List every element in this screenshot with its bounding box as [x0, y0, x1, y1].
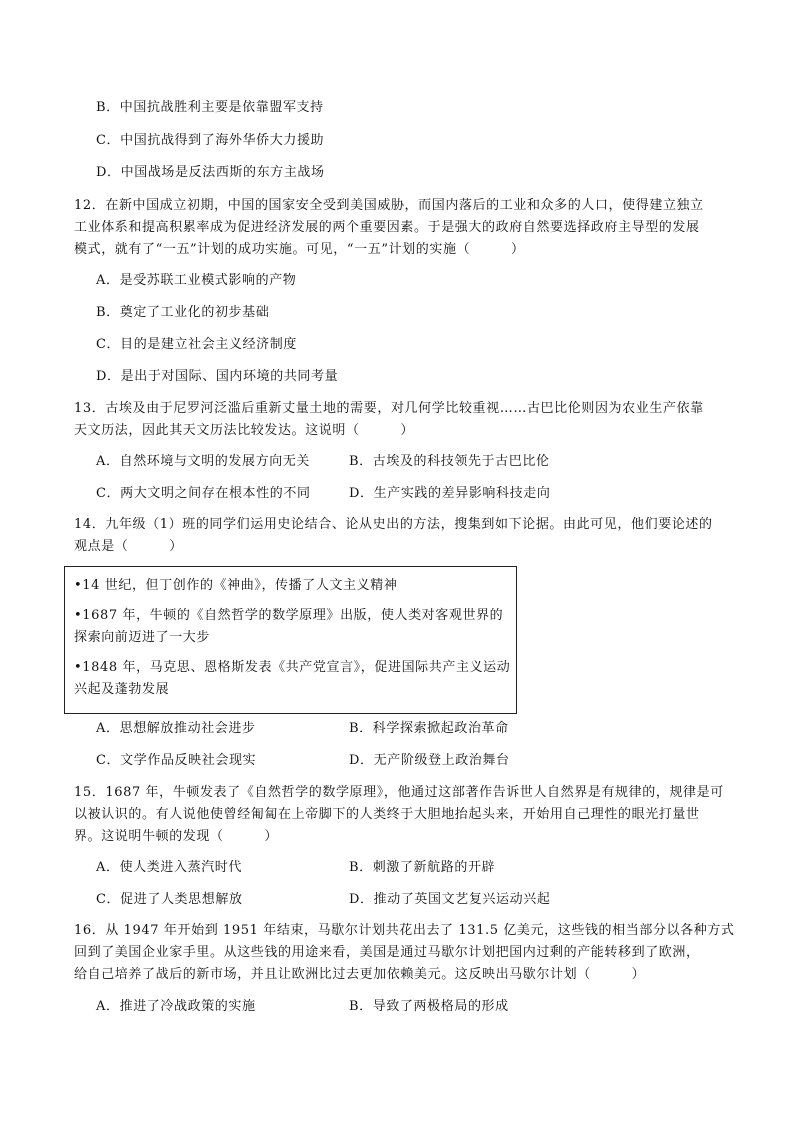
q16-stem-line-2: 回到了美国企业家手里。从这些钱的用途来看，美国是通过马歇尔计划把国内过剩的产能转移到了欧洲，	[74, 945, 700, 960]
q12-stem-line-1: 12．在新中国成立初期，中国的国家安全受到美国威胁，而国内落后的工业和众多的人口，使得建立独立	[74, 198, 704, 213]
q11-option-b: B．中国抗战胜利主要是依靠盟军支持	[96, 100, 324, 115]
q14-stem-line-2: 观点是（ ）	[74, 539, 183, 554]
q13-stem-line-1: 13．古埃及由于尼罗河泛滥后重新丈量土地的需要，对几何学比较重视……古巴比伦则因为农业生产依靠	[74, 401, 704, 416]
q15-option-a: A．使人类进入蒸汽时代	[96, 860, 242, 875]
q14-evidence-3-cont: 兴起及蓬勃发展	[74, 682, 170, 697]
q12-option-d: D．是出于对国际、国内环境的共同考量	[96, 369, 339, 384]
q14-evidence-3: •1848 年，马克思、恩格斯发表《共产党宣言》，促进国际共产主义运动	[74, 660, 511, 675]
q14-evidence-2-cont: 探索向前迈进了一大步	[74, 630, 211, 645]
q15-option-b: B．刺激了新航路的开辟	[349, 860, 496, 875]
q12-option-b: B．奠定了工业化的初步基础	[96, 305, 270, 320]
q12-option-c: C．目的是建立社会主义经济制度	[96, 337, 297, 352]
q14-option-c: C．文学作品反映社会现实	[96, 753, 257, 768]
q11-option-d: D．中国战场是反法西斯的东方主战场	[96, 165, 325, 180]
q13-option-d: D．生产实践的差异影响科技走向	[349, 486, 551, 501]
q15-stem-line-1: 15．1687 年，牛顿发表了《自然哲学的数学原理》，他通过这部著作告诉世人自然界是有规律的，规律是可	[74, 785, 724, 800]
q14-stem-line-1: 14．九年级（1）班的同学们运用史论结合、论从史出的方法，搜集到如下论据。由此可见，他们要论述的	[74, 517, 713, 532]
q15-option-d: D．推动了英国文艺复兴运动兴起	[349, 892, 551, 907]
q14-option-a: A．思想解放推动社会进步	[96, 721, 256, 736]
q13-stem-line-2: 天文历法，因此其天文历法比较发达。这说明（ ）	[74, 423, 415, 438]
q12-stem-line-3: 模式，就有了“一五”计划的成功实施。可见，“一五”计划的实施（ ）	[74, 242, 525, 257]
q13-option-c: C．两大文明之间存在根本性的不同	[96, 486, 311, 501]
q11-option-c: C．中国抗战得到了海外华侨大力援助	[96, 133, 325, 148]
q14-option-d: D．无产阶级登上政治舞台	[349, 753, 510, 768]
q14-evidence-1: •14 世纪，但丁创作的《神曲》，传播了人文主义精神	[74, 578, 398, 593]
q16-option-a: A．推进了冷战政策的实施	[96, 999, 256, 1014]
q15-stem-line-2: 以被认识的。有人说他使曾经匍匐在上帝脚下的人类终于大胆地抬起头来，开始用自己理性的眼光打量世	[74, 807, 700, 822]
q12-option-a: A．是受苏联工业模式影响的产物	[96, 273, 297, 288]
q16-stem-line-1: 16．从 1947 年开始到 1951 年结束，马歇尔计划共花出去了 131.5 亿美元，这些钱的相当部分以各种方式	[74, 923, 735, 938]
q16-stem-line-3: 给自己培养了战后的新市场，并且让欧洲比过去更加依赖美元。这反映出马歇尔计划（ ）	[74, 967, 646, 982]
q15-option-c: C．促进了人类思想解放	[96, 892, 243, 907]
q12-stem-line-2: 工业体系和提高积累率成为促进经济发展的两个重要因素。于是强大的政府自然要选择政府主导型的发展	[74, 220, 700, 235]
q13-option-a: A．自然环境与文明的发展方向无关	[96, 454, 310, 469]
q15-stem-line-3: 界。这说明牛顿的发现（ ）	[74, 829, 279, 844]
q13-option-b: B．古埃及的科技领先于古巴比伦	[349, 454, 550, 469]
q14-evidence-2: •1687 年，牛顿的《自然哲学的数学原理》出版，使人类对客观世界的	[74, 608, 504, 623]
q16-option-b: B．导致了两极格局的形成	[349, 999, 509, 1014]
q14-option-b: B．科学探索掀起政治革命	[349, 721, 509, 736]
q14-evidence-box	[64, 566, 517, 714]
